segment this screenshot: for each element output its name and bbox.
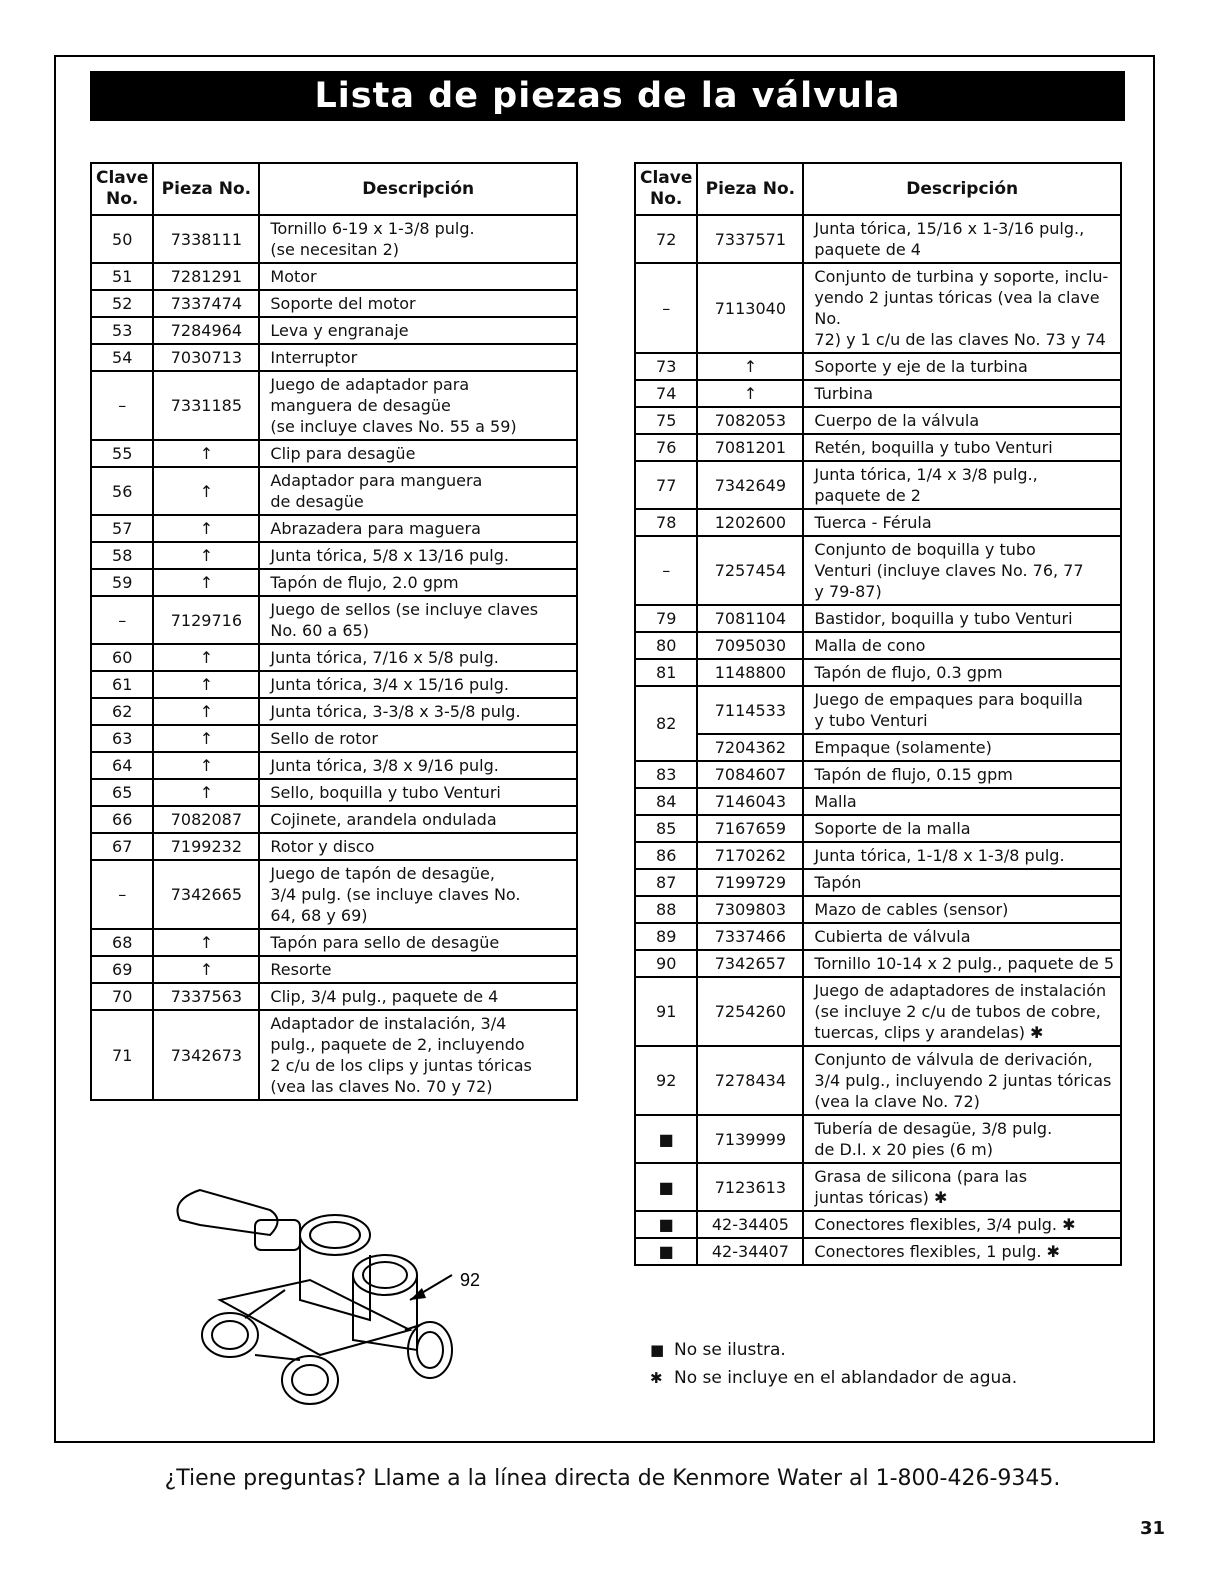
table-row [91,929,577,956]
descripcion-cell: Tapón de flujo, 2.0 gpm [259,569,577,596]
pieza-cell: 7199232 [153,833,259,860]
clave-cell: 53 [91,317,153,344]
table-row [635,605,1121,632]
header-clave: Clave No. [635,163,697,215]
pieza-cell: ↑ [153,515,259,542]
pieza-cell: 7278434 [697,1046,803,1115]
table-row [635,761,1121,788]
descripcion-cell: Adaptador de instalación, 3/4 pulg., paquete de 2, incluyendo 2 c/u de los clips y juntas tóricas (vea las claves No. 70 y 72) [259,1010,577,1100]
descripcion-cell: Sello, boquilla y tubo Venturi [259,779,577,806]
descripcion-cell: Conectores flexibles, 1 pulg. ✱ [803,1238,1121,1265]
descripcion-cell: Junta tórica, 1-1/8 x 1-3/8 pulg. [803,842,1121,869]
pieza-cell: 1202600 [697,509,803,536]
table-row [91,542,577,569]
clave-cell: – [635,536,697,605]
descripcion-cell: Tapón para sello de desagüe [259,929,577,956]
table-row [91,698,577,725]
pieza-cell: 7167659 [697,815,803,842]
pieza-cell: 7114533 [697,686,803,734]
table-row [635,788,1121,815]
clave-cell: 76 [635,434,697,461]
pieza-cell: ↑ [153,929,259,956]
descripcion-cell: Junta tórica, 5/8 x 13/16 pulg. [259,542,577,569]
clave-cell: 71 [91,1010,153,1100]
clave-cell: 90 [635,950,697,977]
descripcion-cell: Turbina [803,380,1121,407]
descripcion-cell: Bastidor, boquilla y tubo Venturi [803,605,1121,632]
descripcion-cell: Clip, 3/4 pulg., paquete de 4 [259,983,577,1010]
table-row [91,956,577,983]
pieza-cell: ↑ [697,380,803,407]
descripcion-cell: Junta tórica, 1/4 x 3/8 pulg., paquete de 2 [803,461,1121,509]
clave-cell: 60 [91,644,153,671]
pieza-cell: ↑ [153,956,259,983]
table-row [91,779,577,806]
header-pieza: Pieza No. [697,163,803,215]
parts-table-left [90,162,578,1101]
descripcion-cell: Soporte y eje de la turbina [803,353,1121,380]
pieza-cell: 7199729 [697,869,803,896]
table-row [91,371,577,440]
clave-cell: 78 [635,509,697,536]
header-pieza: Pieza No. [153,163,259,215]
pieza-cell: ↑ [153,440,259,467]
asterisk-icon: ✱ [650,1369,663,1387]
table-row [635,1238,1121,1265]
illustration-callout: 92 [460,1270,481,1290]
table-row [91,440,577,467]
table-row [635,215,1121,263]
table-row [91,983,577,1010]
descripcion-cell: Interruptor [259,344,577,371]
descripcion-cell: Soporte de la malla [803,815,1121,842]
descripcion-cell: Juego de tapón de desagüe, 3/4 pulg. (se incluye claves No. 64, 68 y 69) [259,860,577,929]
pieza-cell: 7284964 [153,317,259,344]
table-row [635,977,1121,1046]
table-row [635,1115,1121,1163]
pieza-cell: 7081104 [697,605,803,632]
descripcion-cell: Grasa de silicona (para las juntas tóricas) ✱ [803,1163,1121,1211]
legend-not-shown: ■ No se ilustra. [650,1336,1017,1364]
header-clave: Clave No. [91,163,153,215]
table-row [635,923,1121,950]
clave-cell: – [91,860,153,929]
clave-cell: 75 [635,407,697,434]
table-row [91,833,577,860]
clave-cell: 68 [91,929,153,956]
descripcion-cell: Tornillo 6-19 x 1-3/8 pulg. (se necesitan 2) [259,215,577,263]
pieza-cell: 7337563 [153,983,259,1010]
pieza-cell: 7082053 [697,407,803,434]
clave-cell: 56 [91,467,153,515]
descripcion-cell: Cuerpo de la válvula [803,407,1121,434]
parts-table-right [634,162,1122,1266]
pieza-cell: ↑ [153,467,259,515]
header-descripcion: Descripción [259,163,577,215]
clave-cell: 79 [635,605,697,632]
clave-cell: 51 [91,263,153,290]
clave-cell: ■ [635,1238,697,1265]
pieza-cell: ↑ [153,671,259,698]
descripcion-cell: Juego de adaptador para manguera de desagüe (se incluye claves No. 55 a 59) [259,371,577,440]
descripcion-cell: Motor [259,263,577,290]
descripcion-cell: Juego de empaques para boquilla y tubo Venturi [803,686,1121,734]
pieza-cell: 42-34405 [697,1211,803,1238]
table-row [91,860,577,929]
pieza-cell: 7342673 [153,1010,259,1100]
descripcion-cell: Junta tórica, 3/4 x 15/16 pulg. [259,671,577,698]
descripcion-cell: Tuerca - Férula [803,509,1121,536]
table-row [91,725,577,752]
table-row [635,263,1121,353]
table-row [91,344,577,371]
table-row [635,407,1121,434]
table-row [91,671,577,698]
table-row [91,752,577,779]
table-row [91,317,577,344]
table-row [91,1010,577,1100]
table-row [635,734,1121,761]
clave-cell: 77 [635,461,697,509]
pieza-cell: 7204362 [697,734,803,761]
clave-cell: 59 [91,569,153,596]
pieza-cell: 7113040 [697,263,803,353]
clave-cell: 62 [91,698,153,725]
descripcion-cell: Junta tórica, 3/8 x 9/16 pulg. [259,752,577,779]
pieza-cell: 7342649 [697,461,803,509]
clave-cell: 50 [91,215,153,263]
pieza-cell: 7331185 [153,371,259,440]
descripcion-cell: Mazo de cables (sensor) [803,896,1121,923]
pieza-cell: 7123613 [697,1163,803,1211]
pieza-cell: 7342657 [697,950,803,977]
pieza-cell: 7082087 [153,806,259,833]
descripcion-cell: Conectores flexibles, 3/4 pulg. ✱ [803,1211,1121,1238]
table-row [91,215,577,263]
pieza-cell: 7337466 [697,923,803,950]
pieza-cell: 7139999 [697,1115,803,1163]
header-descripcion: Descripción [803,163,1121,215]
descripcion-cell: Conjunto de boquilla y tubo Venturi (incluye claves No. 76, 77 y 79-87) [803,536,1121,605]
descripcion-cell: Sello de rotor [259,725,577,752]
descripcion-cell: Tapón de flujo, 0.15 gpm [803,761,1121,788]
clave-cell: 58 [91,542,153,569]
table-row [635,950,1121,977]
pieza-cell: 1148800 [697,659,803,686]
clave-cell: 55 [91,440,153,467]
clave-cell: 65 [91,779,153,806]
pieza-cell: ↑ [153,725,259,752]
pieza-cell: 7342665 [153,860,259,929]
table-row [635,380,1121,407]
table-row [635,842,1121,869]
descripcion-cell: Soporte del motor [259,290,577,317]
clave-cell: 86 [635,842,697,869]
clave-cell: ■ [635,1163,697,1211]
descripcion-cell: Tapón [803,869,1121,896]
clave-cell: 66 [91,806,153,833]
clave-cell: 74 [635,380,697,407]
clave-cell: ■ [635,1115,697,1163]
descripcion-cell: Leva y engranaje [259,317,577,344]
pieza-cell: ↑ [153,698,259,725]
clave-cell: 87 [635,869,697,896]
descripcion-cell: Cubierta de válvula [803,923,1121,950]
clave-cell: 81 [635,659,697,686]
clave-cell: 69 [91,956,153,983]
clave-cell: 91 [635,977,697,1046]
clave-cell: 85 [635,815,697,842]
clave-cell: 54 [91,344,153,371]
pieza-cell: 7081201 [697,434,803,461]
descripcion-cell: Tubería de desagüe, 3/8 pulg. de D.I. x 20 pies (6 m) [803,1115,1121,1163]
clave-cell: 80 [635,632,697,659]
clave-cell: 83 [635,761,697,788]
clave-cell: 73 [635,353,697,380]
table-row [635,353,1121,380]
pieza-cell: 7337571 [697,215,803,263]
table-row [91,644,577,671]
table-row [635,815,1121,842]
descripcion-cell: Junta tórica, 7/16 x 5/8 pulg. [259,644,577,671]
table-row [635,434,1121,461]
descripcion-cell: Tornillo 10-14 x 2 pulg., paquete de 5 [803,950,1121,977]
clave-cell: 88 [635,896,697,923]
clave-cell: 64 [91,752,153,779]
page-title: Lista de piezas de la válvula [90,71,1125,121]
clave-cell: 72 [635,215,697,263]
pieza-cell: ↑ [153,779,259,806]
pieza-cell: 7254260 [697,977,803,1046]
table-row [635,509,1121,536]
clave-cell: ■ [635,1211,697,1238]
descripcion-cell: Rotor y disco [259,833,577,860]
clave-cell: – [635,263,697,353]
page-number: 31 [1139,1518,1165,1539]
legend [650,1336,1017,1392]
table-row [91,596,577,644]
clave-cell: 63 [91,725,153,752]
pieza-cell: 7257454 [697,536,803,605]
descripcion-cell: Malla de cono [803,632,1121,659]
table-row [91,467,577,515]
clave-cell: 82 [635,686,697,761]
pieza-cell: ↑ [697,353,803,380]
table-row [635,461,1121,509]
clave-cell: 61 [91,671,153,698]
pieza-cell: ↑ [153,569,259,596]
clave-cell: 52 [91,290,153,317]
table-row [91,263,577,290]
pieza-cell: 42-34407 [697,1238,803,1265]
legend-not-included: ✱ No se incluye en el ablandador de agua. [650,1364,1017,1392]
table-row [635,659,1121,686]
square-icon: ■ [650,1341,665,1359]
pieza-cell: 7170262 [697,842,803,869]
clave-cell: – [91,371,153,440]
descripcion-cell: Junta tórica, 3-3/8 x 3-5/8 pulg. [259,698,577,725]
descripcion-cell: Malla [803,788,1121,815]
clave-cell: 67 [91,833,153,860]
table-row [635,896,1121,923]
footer-hotline: ¿Tiene preguntas? Llame a la línea directa de Kenmore Water al 1-800-426-9345. [164,1466,1061,1491]
table-row [635,869,1121,896]
pieza-cell: 7084607 [697,761,803,788]
descripcion-cell: Abrazadera para maguera [259,515,577,542]
clave-cell: – [91,596,153,644]
clave-cell: 70 [91,983,153,1010]
table-row [635,686,1121,734]
descripcion-cell: Resorte [259,956,577,983]
valve-illustration [160,1180,500,1410]
clave-cell: 84 [635,788,697,815]
table-row [635,1163,1121,1211]
table-row [635,1046,1121,1115]
descripcion-cell: Adaptador para manguera de desagüe [259,467,577,515]
table-row [91,806,577,833]
pieza-cell: 7281291 [153,263,259,290]
pieza-cell: ↑ [153,644,259,671]
pieza-cell: 7129716 [153,596,259,644]
descripcion-cell: Cojinete, arandela ondulada [259,806,577,833]
table-row [91,290,577,317]
table-row [91,569,577,596]
descripcion-cell: Junta tórica, 15/16 x 1-3/16 pulg., paquete de 4 [803,215,1121,263]
descripcion-cell: Juego de adaptadores de instalación (se incluye 2 c/u de tubos de cobre, tuercas, clips y arandelas) ✱ [803,977,1121,1046]
descripcion-cell: Tapón de flujo, 0.3 gpm [803,659,1121,686]
descripcion-cell: Conjunto de turbina y soporte, inclu- yendo 2 juntas tóricas (vea la clave No. 72) y 1 c/u de las claves No. 73 y 74 [803,263,1121,353]
pieza-cell: 7309803 [697,896,803,923]
descripcion-cell: Conjunto de válvula de derivación, 3/4 pulg., incluyendo 2 juntas tóricas (vea la clave No. 72) [803,1046,1121,1115]
pieza-cell: 7338111 [153,215,259,263]
descripcion-cell: Clip para desagüe [259,440,577,467]
clave-cell: 89 [635,923,697,950]
descripcion-cell: Juego de sellos (se incluye claves No. 60 a 65) [259,596,577,644]
table-row [635,1211,1121,1238]
pieza-cell: ↑ [153,542,259,569]
table-row [91,515,577,542]
descripcion-cell: Retén, boquilla y tubo Venturi [803,434,1121,461]
pieza-cell: 7337474 [153,290,259,317]
descripcion-cell: Empaque (solamente) [803,734,1121,761]
table-row [635,536,1121,605]
clave-cell: 92 [635,1046,697,1115]
pieza-cell: 7095030 [697,632,803,659]
clave-cell: 57 [91,515,153,542]
table-row [635,632,1121,659]
pieza-cell: 7146043 [697,788,803,815]
pieza-cell: ↑ [153,752,259,779]
pieza-cell: 7030713 [153,344,259,371]
